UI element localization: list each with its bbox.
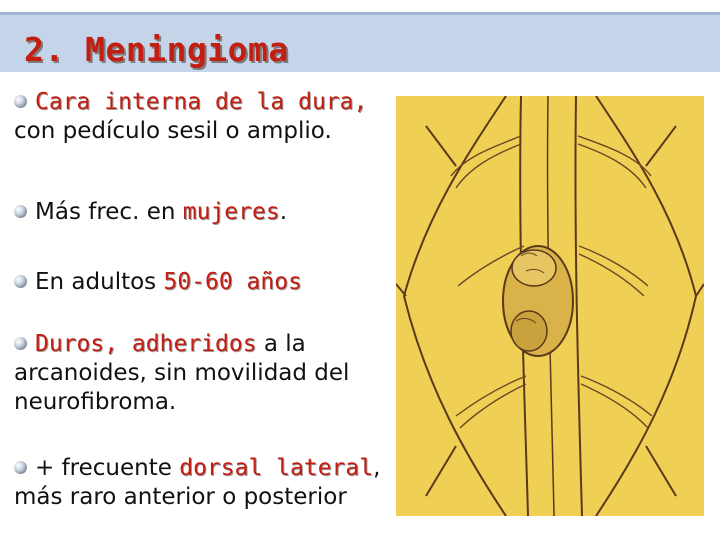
- nerve-root: [456, 144, 521, 188]
- bullet-text: Más frec. en: [35, 199, 183, 225]
- spinal-cord-right: [575, 96, 582, 516]
- bullet-text: + frecuente: [35, 455, 180, 481]
- bullet-dot-icon: [14, 275, 27, 288]
- bullet-text: con pedículo sesil o amplio.: [14, 118, 332, 144]
- nerve-root: [581, 376, 652, 416]
- slide-title: 2. Meningioma: [24, 30, 289, 69]
- bullet-text: En adultos: [35, 269, 164, 295]
- nerve-root: [451, 136, 521, 176]
- bullet-dot-icon: [14, 95, 27, 108]
- bullet-women: [14, 198, 384, 227]
- bullet-text-end: .: [279, 199, 287, 225]
- nerve-root: [579, 246, 648, 286]
- bullet-highlight: Duros, adheridos: [35, 331, 257, 357]
- dura-edge-right: [596, 96, 696, 516]
- title-band-accent: [0, 12, 720, 15]
- nerve-root: [456, 376, 526, 416]
- bullet-dot-icon: [14, 461, 27, 474]
- nerve-root: [578, 144, 646, 188]
- title-band: [0, 12, 720, 72]
- bullet-dot-icon: [14, 205, 27, 218]
- meningioma-illustration: [396, 96, 704, 516]
- suture-right-top: [646, 126, 676, 166]
- bullet-dura-attachment: [14, 88, 384, 146]
- bullet-highlight: 50-60 años: [163, 269, 302, 295]
- bullet-dot-icon: [14, 337, 27, 350]
- bullet-text-end: , más raro anterior o posterior: [14, 455, 381, 510]
- bullet-highlight: Cara interna de la dura,: [35, 89, 368, 115]
- tumour-mass: [503, 246, 573, 356]
- suture-right-bottom: [646, 446, 676, 496]
- suture-left-top: [426, 126, 456, 166]
- dura-edge-left: [404, 96, 506, 516]
- bullet-text: a la arcanoides, sin movilidad del neurofibroma.: [14, 331, 350, 415]
- suture-left-bottom: [426, 446, 456, 496]
- bullet-highlight: mujeres: [182, 199, 280, 225]
- bullet-highlight: dorsal lateral: [179, 455, 374, 481]
- bullet-age: [14, 268, 384, 297]
- bullet-consistency: [14, 330, 384, 417]
- suture-right-1: [696, 284, 704, 296]
- surgical-drawing: [396, 96, 704, 516]
- bullet-location: [14, 454, 384, 512]
- nerve-root: [578, 136, 651, 176]
- suture-left-1: [396, 284, 406, 296]
